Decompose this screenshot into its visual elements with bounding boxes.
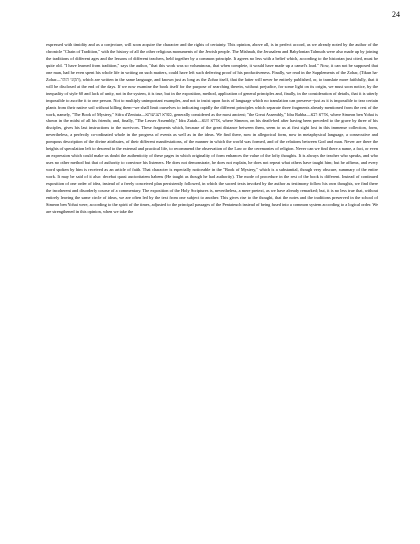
paragraph: expressed with timidity and as a conjecture, will soon acquire the character and the rights of certainty. This opinion, above all, is in perfect accord, as we already noted by the author of the chronicle "Chain of Tradition," with the history of all the other religious monuments of the Jewish people. The Mishnah, the Jerusalem and Babylonian Talmuds were also made up by joining the traditions of different ages and the lessons of different teachers, held together by a common principle. It agrees no less with a belief which, according to the historian just cited, must be quite old. "I have learned from tradition," says the author, "that this work was so voluminous, that when complete, it would have made up a camel's load." Now, it can not be supposed that one man, had he even spent his whole life in writing on such matters, could have left such deferring proof of his productiveness. Finally, we read in the Supplements of the Zohar, (Tikun ha-Zohar—תקוני הזהר), which are written in the same language, and known just as long as the Zohar itself, that the latter will never be entirely published, or, to translate more faithfully, that it will be disclosed at the end of the days. If we now examine the book itself for the purpose of searching therein, without prejudice, for some light on its origin, we must soon notice, by the inequality of style 60 and lack of unity, not in the system, it is true, but in the exposition, method, application of general principles and, finally, in the consideration of details, that it is utterly impossible to ascribe it to one person. Not to multiply unimportant examples, and not to insist upon facts of language which no translation can preserve--just as it is impossible to tear certain plants from their native soil without killing them--we shall limit ourselves to indicating rapidly the different principles which separate three fragments already mentioned from the rest of the work, namely, "The Book of Mystery," Sifra d'Zeniuta—ספרא דצניעותא, generally considered as the most ancient; "the Great Assembly," Idra Rabba—אדרא רבא, where Simeon ben Yohai is shown in the midst of all his friends; and, finally, "The Lesser Assembly," Idra Zutah—אדרא זוטא, where Simeon, on his death-bed after having been preceded to the grave by three of his disciples, gives his last instructions to the survivors. These fragments which, because of the great distance between them, seem to us at first sight lost in this immense collection, form, nevertheless, a perfectly co-ordinated whole in the progress of events as well as in the ideas. We find there, now in allegorical form, now in metaphysical language, a consecutive and pompous description of the divine attributes, of their different manifestations, of the manner in which the world was formed, and of the relations between God and man. Never are there the heights of speculation left to descend to the external and practical life, to recommend the observation of the Law or the ceremonies of religion. Never can we find there a name, a fact, or even an expression which could make us doubt the authenticity of these pages in which originality of form enhances the value of the lofty thoughts. It is always the teacher who speaks, and who uses no other method but that of authority to convince his listeners. He does not demonstrate, he does not explain, he does not repeat what others have taught him; but he affirms, and every word spoken by him is received as an article of faith. That character is especially noticeable in the "Book of Mystery," which is a substantial, though very obscure, summary of the entire work. It may be said of it also: decebat quasi auctoritatem habens (He taught as though he had authority). The mode of procedure in the rest of the book is different. Instead of continued exposition of one order of idea, instead of a freely conceived plan persistently followed, in which the sacred texts invoked by the author as testimony follow his own thoughts, we find there the incoherent and disorderly course of a commentary. The exposition of the Holy Scriptures is, nevertheless, a mere pretext, as we have already remarked; but, it is no less true that, without entirely leaving the same circle of ideas, we are often led by the text from one subject to another. This gives rise to the thought, that the notes and the traditions preserved in the school of Simeon ben Yohai were, according to the spirit of the times, adjusted to the principal passages of the Pentateuch instead of being fused into a common system according to a logical order. We are strengthened in this opinion, when we take the <box>46 42 378 214</box>
page-number: 24 <box>392 10 400 19</box>
body-text <box>46 42 378 216</box>
